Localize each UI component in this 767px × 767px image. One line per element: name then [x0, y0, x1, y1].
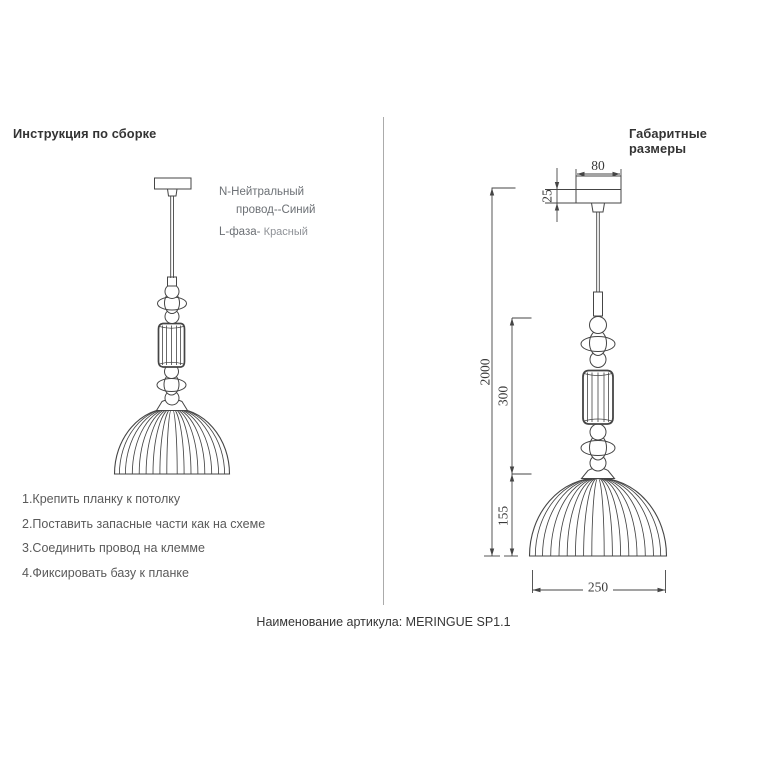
section-divider [383, 117, 384, 605]
neutral-wire-label-line2: провод--Синий [236, 204, 316, 216]
dim-value-canopy-height: 25 [539, 189, 555, 203]
lamp-suspension [576, 169, 621, 292]
lamp-stem-decor [157, 277, 187, 405]
article-caption: Наименование артикула: MERINGUE SP1.1 [256, 615, 511, 629]
dimension-stem-section [510, 318, 532, 474]
assembly-step-4: 4.Фиксировать базу к планке [22, 565, 189, 580]
lamp-shade [530, 468, 667, 556]
dim-value-overall-drop: 2000 [478, 358, 493, 386]
wiring-labels [219, 183, 315, 241]
assembly-section-title: Инструкция по сборке [13, 126, 157, 141]
lamp-suspension [155, 178, 192, 278]
dim-value-shade-diameter: 250 [587, 579, 609, 595]
phase-wire-label: L-фаза- Красный [219, 226, 308, 238]
dim-value-shade-height: 155 [495, 505, 511, 527]
dim-value-stem-section: 300 [495, 385, 511, 407]
ceiling-plate [155, 178, 192, 189]
dim-value-canopy-width: 80 [591, 158, 605, 173]
lamp-shade [115, 400, 230, 475]
dimensions-section-title: Габаритные размеры [629, 126, 707, 156]
assembly-step-2: 2.Поставить запасные части как на схеме [22, 516, 266, 531]
neutral-wire-label-line1: N-Нейтральный [219, 186, 305, 198]
dimension-lamp-drawing [484, 168, 667, 593]
assembly-step-1: 1.Крепить планку к потолку [22, 492, 181, 506]
assembly-steps-list [22, 492, 265, 590]
lamp-stem-decor [581, 292, 615, 471]
phase-wire-color: Красный [263, 226, 308, 238]
dimensions-diagram [478, 153, 680, 605]
assembly-step-3: 3.Соединить провод на клемме [22, 541, 205, 555]
assembly-lamp-drawing [115, 178, 230, 474]
